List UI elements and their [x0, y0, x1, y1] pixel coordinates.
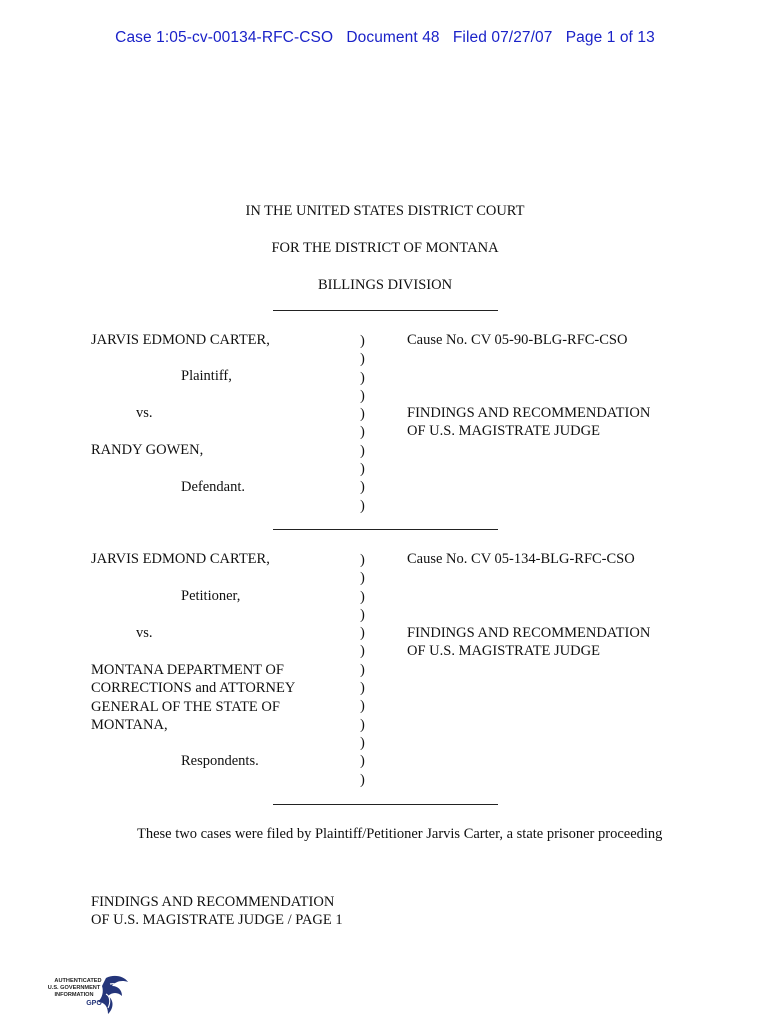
- gpo-authentication-seal: [44, 972, 134, 1016]
- footer-title-line2: OF U.S. MAGISTRATE JUDGE / PAGE 1: [91, 912, 343, 928]
- court-division: BILLINGS DIVISION: [317, 277, 453, 293]
- caption-divider-middle: [273, 529, 498, 530]
- case2-paren-column: ) ) ) ) ) ) ) ) ) ) ) ) ): [360, 552, 365, 788]
- gpo-eagle-shape: [98, 976, 128, 1014]
- case1-paren-column: ) ) ) ) ) ) ) ) ) ): [360, 333, 365, 514]
- case2-document-title-line1: FINDINGS AND RECOMMENDATION: [407, 625, 651, 641]
- body-first-line: These two cases were filed by Plaintiff/Petitioner Jarvis Carter, a state prisoner proceeding: [137, 826, 663, 842]
- case1-plaintiff-name: JARVIS EDMOND CARTER,: [91, 332, 270, 348]
- case1-defendant-role: Defendant.: [181, 479, 246, 495]
- footer-title-line1: FINDINGS AND RECOMMENDATION: [91, 894, 335, 910]
- case2-petitioner-role: Petitioner,: [181, 588, 241, 604]
- gpo-seal-line1: AUTHENTICATED: [54, 978, 102, 984]
- gpo-seal-line3: INFORMATION: [54, 992, 94, 998]
- gpo-seal-eagle-icon: [44, 972, 134, 1016]
- case2-respondent-role: Respondents.: [181, 753, 259, 769]
- caption-divider-top: [273, 310, 498, 311]
- case2-petitioner-name: JARVIS EDMOND CARTER,: [91, 551, 270, 567]
- case1-document-title-line2: OF U.S. MAGISTRATE JUDGE: [407, 423, 600, 439]
- case-header-stamp: Case 1:05-cv-00134-RFC-CSO Document 48 Filed 07/27/07 Page 1 of 13: [115, 29, 655, 46]
- gpo-seal-line2: U.S. GOVERNMENT: [47, 985, 101, 991]
- case1-vs: vs.: [136, 405, 153, 421]
- case2-vs: vs.: [136, 625, 153, 641]
- case1-document-title-line1: FINDINGS AND RECOMMENDATION: [407, 405, 651, 421]
- case1-defendant-name: RANDY GOWEN,: [91, 442, 204, 458]
- case2-cause-number: Cause No. CV 05-134-BLG-RFC-CSO: [407, 551, 635, 567]
- court-name: IN THE UNITED STATES DISTRICT COURT: [245, 203, 525, 219]
- case1-plaintiff-role: Plaintiff,: [181, 368, 232, 384]
- case2-respondent-names: MONTANA DEPARTMENT OF CORRECTIONS and ATTORNEY GENERAL OF THE STATE OF MONTANA,: [91, 662, 296, 733]
- caption-divider-bottom: [273, 804, 498, 805]
- court-district: FOR THE DISTRICT OF MONTANA: [271, 240, 499, 256]
- case2-document-title-line2: OF U.S. MAGISTRATE JUDGE: [407, 643, 600, 659]
- gpo-seal-mark: GPO: [86, 1000, 102, 1007]
- case1-cause-number: Cause No. CV 05-90-BLG-RFC-CSO: [407, 332, 628, 348]
